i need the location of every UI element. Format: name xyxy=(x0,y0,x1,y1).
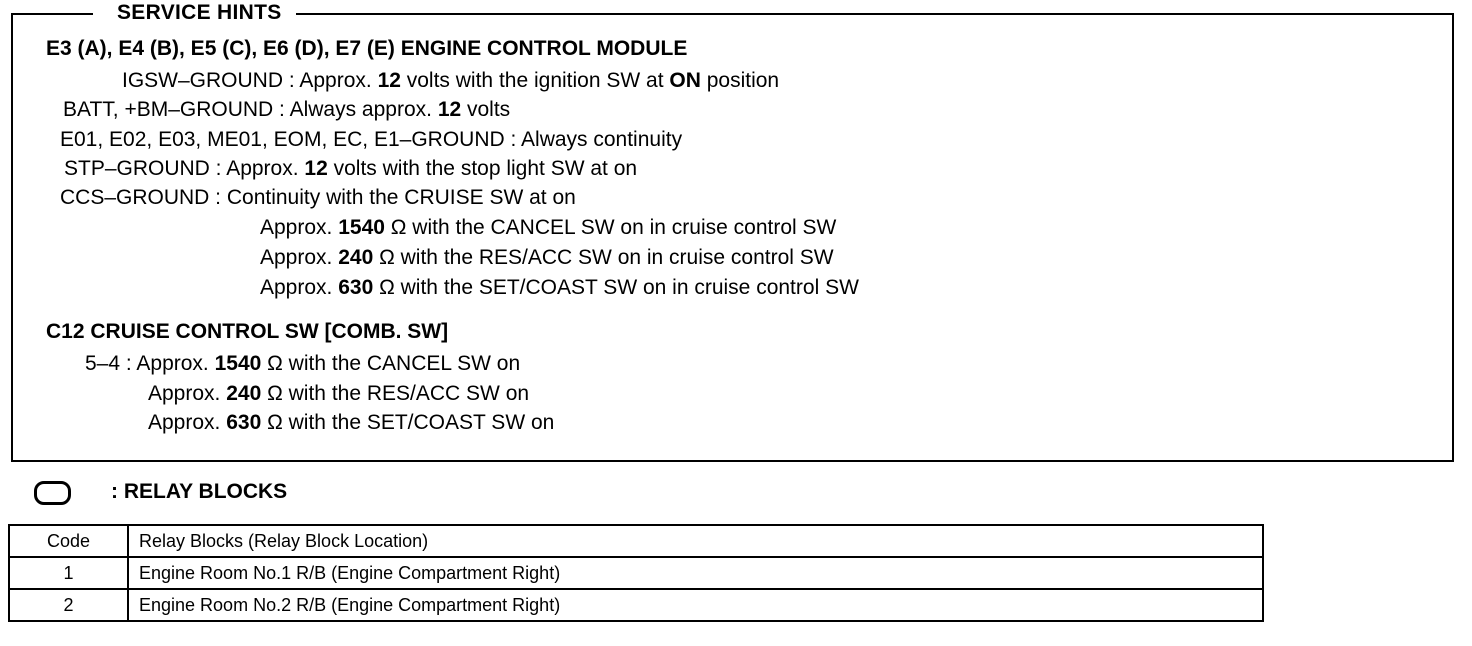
row-location: Engine Room No.1 R/B (Engine Compartment Right) xyxy=(128,557,1263,589)
ecm-heading: E3 (A), E4 (B), E5 (C), E6 (D), E7 (E) ENGINE CONTROL MODULE xyxy=(46,37,688,60)
relay-blocks-table xyxy=(8,524,1264,622)
row-code: 1 xyxy=(9,557,128,589)
header-code: Code xyxy=(9,525,128,557)
ccs-cancel-line: Approx. 1540 Ω with the CANCEL SW on in cruise control SW xyxy=(260,216,837,239)
stp-line: STP–GROUND : Approx. 12 volts with the stop light SW at on xyxy=(64,157,638,180)
ccs-res-line: Approx. 240 Ω with the RES/ACC SW on in cruise control SW xyxy=(260,246,834,269)
table-row xyxy=(9,589,1263,621)
igsw-line: IGSW–GROUND : Approx. 12 volts with the ignition SW at ON position xyxy=(122,69,780,92)
header-location: Relay Blocks (Relay Block Location) xyxy=(128,525,1263,557)
ground-line: E01, E02, E03, ME01, EOM, EC, E1–GROUND : Always continuity xyxy=(60,128,683,151)
relay-block-icon xyxy=(34,481,71,505)
relay-blocks-title: : RELAY BLOCKS xyxy=(111,480,288,503)
c12-line-2: Approx. 240 Ω with the RES/ACC SW on xyxy=(148,382,530,405)
ccs-line: CCS–GROUND : Continuity with the CRUISE SW at on xyxy=(60,186,576,209)
c12-line-1: 5–4 : Approx. 1540 Ω with the CANCEL SW on xyxy=(85,352,521,375)
row-location: Engine Room No.2 R/B (Engine Compartment Right) xyxy=(128,589,1263,621)
batt-line: BATT, +BM–GROUND : Always approx. 12 volts xyxy=(63,98,511,121)
c12-line-3: Approx. 630 Ω with the SET/COAST SW on xyxy=(148,411,555,434)
row-code: 2 xyxy=(9,589,128,621)
service-hints-title: SERVICE HINTS xyxy=(93,1,296,25)
table-row xyxy=(9,557,1263,589)
c12-heading: C12 CRUISE CONTROL SW [COMB. SW] xyxy=(46,320,449,343)
table-header-row xyxy=(9,525,1263,557)
ccs-set-line: Approx. 630 Ω with the SET/COAST SW on in cruise control SW xyxy=(260,276,859,299)
